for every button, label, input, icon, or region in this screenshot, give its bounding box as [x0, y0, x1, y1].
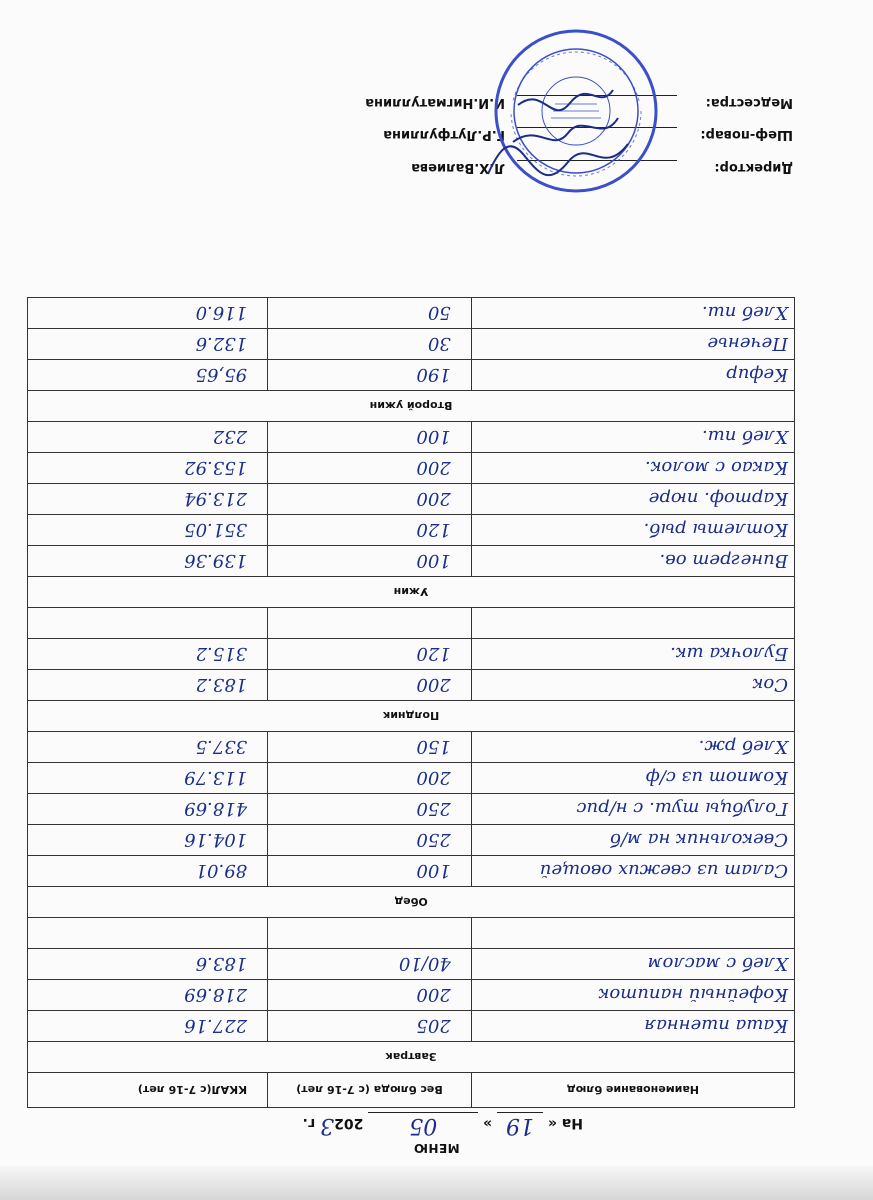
signature-role: Медсестра:	[705, 95, 793, 110]
signature-chef	[93, 127, 793, 142]
col-kcal-header: ККАЛ(с 7-16 лет)	[28, 1073, 268, 1108]
table-row	[28, 670, 795, 701]
weight-cell	[268, 918, 472, 949]
dish-cell: Кофейный напиток	[471, 980, 794, 1011]
table-row	[28, 360, 795, 391]
date-year-prefix: 202	[334, 1115, 364, 1131]
dish-cell	[471, 608, 794, 639]
dish-cell: Булочка шк.	[471, 639, 794, 670]
dish-cell: Каша пшенная	[471, 1011, 794, 1042]
col-dish-header: Наименование блюд	[471, 1073, 794, 1108]
table-row	[28, 639, 795, 670]
kcal-cell: 183.2	[28, 670, 268, 701]
kcal-cell: 227.16	[28, 1011, 268, 1042]
table-row	[28, 980, 795, 1011]
kcal-cell: 95,65	[28, 360, 268, 391]
dish-cell: Хлеб пш.	[471, 422, 794, 453]
section-title: Второй ужин	[28, 391, 795, 422]
table-row	[28, 856, 795, 887]
date-mid: »	[483, 1115, 493, 1131]
table-row	[28, 949, 795, 980]
kcal-cell: 104.16	[28, 825, 268, 856]
table-row	[28, 329, 795, 360]
section-title: Ужин	[28, 577, 795, 608]
date-day: 19	[497, 1112, 543, 1138]
dish-cell: Хлеб рж.	[471, 732, 794, 763]
weight-cell: 50	[268, 298, 472, 329]
kcal-cell: 315.2	[28, 639, 268, 670]
kcal-cell	[28, 918, 268, 949]
kcal-cell: 218.69	[28, 980, 268, 1011]
section-row	[28, 1042, 795, 1073]
signature-role: Директор:	[714, 160, 793, 175]
dish-cell: Компот из с/ф	[471, 763, 794, 794]
menu-title: МЕНЮ	[413, 1141, 460, 1155]
kcal-cell: 116.0	[28, 298, 268, 329]
nurse-signature-mark	[508, 75, 618, 115]
dish-cell: Голубцы туш. с н/рис	[471, 794, 794, 825]
table-row	[28, 422, 795, 453]
kcal-cell: 89.01	[28, 856, 268, 887]
table-row	[28, 484, 795, 515]
weight-cell: 250	[268, 794, 472, 825]
dish-cell: Картоф. пюре	[471, 484, 794, 515]
dish-cell: Печенье	[471, 329, 794, 360]
date-month: 05	[368, 1112, 478, 1138]
signature-name: И.И.Нигматуллина	[365, 95, 505, 110]
section-title: Завтрак	[28, 1042, 795, 1073]
signature-director	[93, 160, 793, 175]
table-row	[28, 763, 795, 794]
weight-cell: 200	[268, 453, 472, 484]
weight-cell	[268, 608, 472, 639]
section-title: Обед	[28, 887, 795, 918]
section-row	[28, 701, 795, 732]
table-row	[28, 515, 795, 546]
section-title: Полдник	[28, 701, 795, 732]
kcal-cell: 213.94	[28, 484, 268, 515]
dish-cell: Салат из свежих овощей	[471, 856, 794, 887]
scan-edge-shadow	[0, 1166, 873, 1200]
kcal-cell: 153.92	[28, 453, 268, 484]
table-row	[28, 298, 795, 329]
dish-cell: Хлеб с маслом	[471, 949, 794, 980]
dish-cell: Винегрет ов.	[471, 546, 794, 577]
dish-cell: Хлеб пш.	[471, 298, 794, 329]
menu-table-header	[28, 1073, 795, 1108]
weight-cell: 40/10	[268, 949, 472, 980]
signature-name: Г.Р.Лутфуллина	[383, 127, 505, 142]
table-row	[28, 732, 795, 763]
weight-cell: 200	[268, 670, 472, 701]
weight-cell: 190	[268, 360, 472, 391]
kcal-cell: 351.05	[28, 515, 268, 546]
kcal-cell: 418.69	[28, 794, 268, 825]
weight-cell: 150	[268, 732, 472, 763]
signature-nurse	[93, 95, 793, 110]
dish-cell: Какао с молок.	[471, 453, 794, 484]
dish-cell: Сок	[471, 670, 794, 701]
weight-cell: 205	[268, 1011, 472, 1042]
col-weight-header: Вес блюда (с 7-16 лет)	[268, 1073, 472, 1108]
kcal-cell: 113.79	[28, 763, 268, 794]
table-row	[28, 825, 795, 856]
weight-cell: 100	[268, 422, 472, 453]
kcal-cell: 337.5	[28, 732, 268, 763]
kcal-cell: 139.36	[28, 546, 268, 577]
kcal-cell: 183.6	[28, 949, 268, 980]
table-row	[28, 794, 795, 825]
weight-cell: 30	[268, 329, 472, 360]
signature-role: Шеф-повар:	[700, 127, 793, 142]
signature-name: Л.Х.Валиева	[411, 160, 505, 175]
table-row	[28, 918, 795, 949]
weight-cell: 120	[268, 639, 472, 670]
weight-cell: 100	[268, 856, 472, 887]
menu-table	[27, 297, 795, 1108]
section-row	[28, 887, 795, 918]
date-year-suffix: г.	[302, 1115, 316, 1131]
table-row	[28, 608, 795, 639]
kcal-cell	[28, 608, 268, 639]
kcal-cell: 132.6	[28, 329, 268, 360]
table-row	[28, 453, 795, 484]
date-year-digit: 3	[320, 1113, 335, 1138]
date-prefix: На «	[547, 1115, 583, 1131]
kcal-cell: 232	[28, 422, 268, 453]
table-row	[28, 546, 795, 577]
dish-cell: Свекольник на м/б	[471, 825, 794, 856]
dish-cell: Котлеты рыб.	[471, 515, 794, 546]
weight-cell: 120	[268, 515, 472, 546]
weight-cell: 200	[268, 980, 472, 1011]
weight-cell: 200	[268, 484, 472, 515]
weight-cell: 100	[268, 546, 472, 577]
section-row	[28, 391, 795, 422]
menu-table-body	[28, 298, 795, 1073]
menu-date	[263, 1112, 583, 1138]
weight-cell: 200	[268, 763, 472, 794]
section-row	[28, 577, 795, 608]
dish-cell	[471, 918, 794, 949]
weight-cell: 250	[268, 825, 472, 856]
dish-cell: Кефир	[471, 360, 794, 391]
table-row	[28, 1011, 795, 1042]
